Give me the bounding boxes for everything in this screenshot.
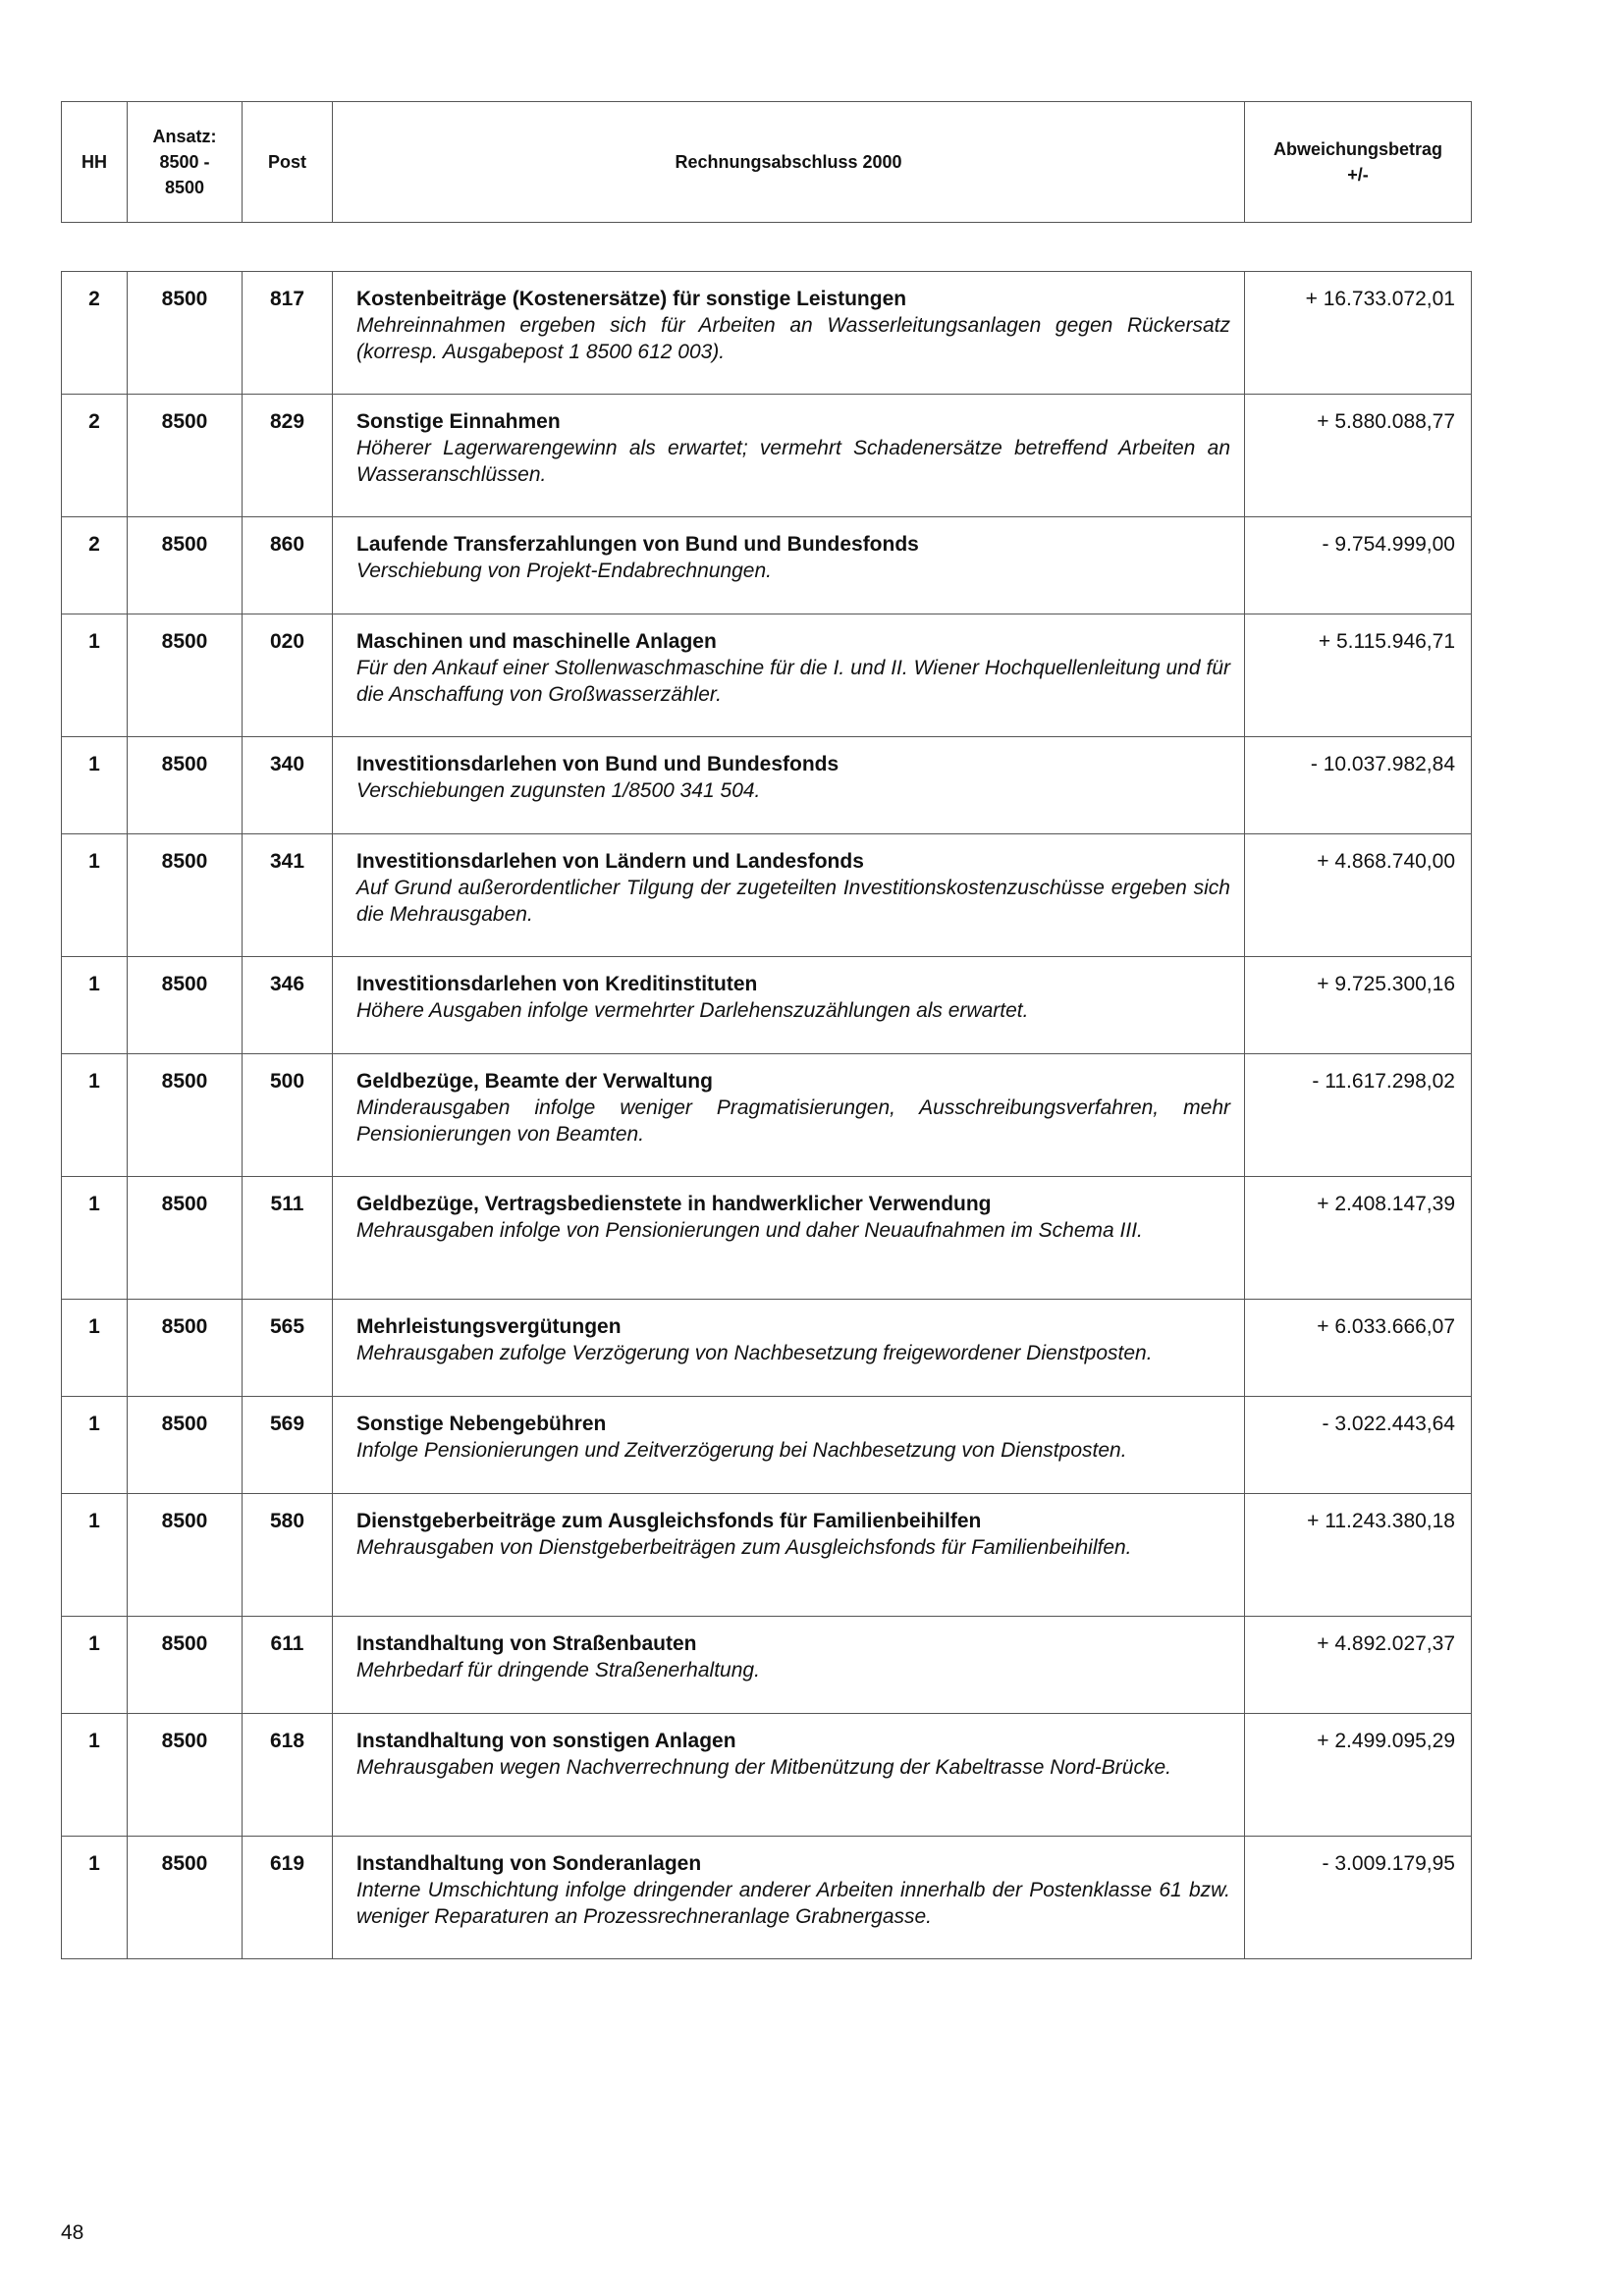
item-title: Instandhaltung von sonstigen Anlagen: [356, 1730, 736, 1752]
hh-header: HH: [62, 102, 128, 223]
item-explanation: Höherer Lagerwarengewinn als erwartet; vermehrt Schadenersätze betreffend Arbeiten an Wasseranschlüssen.: [356, 437, 1230, 486]
ansatz-cell: 8500: [128, 614, 243, 737]
description-cell: [333, 834, 1245, 957]
description-cell: [333, 1397, 1245, 1494]
ansatz-cell: 8500: [128, 1300, 243, 1397]
item-explanation: Höhere Ausgaben infolge vermehrter Darlehenszuzählungen als erwartet.: [356, 999, 1029, 1022]
amount-cell: - 11.617.298,02: [1245, 1054, 1472, 1177]
post-cell: 346: [243, 957, 333, 1054]
page-number: 48: [61, 2221, 84, 2244]
hh-cell: 1: [62, 1177, 128, 1300]
post-cell: 511: [243, 1177, 333, 1300]
table-row: [62, 1054, 1472, 1177]
post-cell: 341: [243, 834, 333, 957]
post-cell: 020: [243, 614, 333, 737]
item-explanation: Auf Grund außerordentlicher Tilgung der zugeteilten Investitionskostenzuschüsse ergeben sich die Mehrausgaben.: [356, 877, 1230, 926]
item-title: Geldbezüge, Beamte der Verwaltung: [356, 1070, 713, 1093]
description-cell: [333, 395, 1245, 517]
table-row: [62, 957, 1472, 1054]
ansatz-cell: 8500: [128, 395, 243, 517]
amount-cell: + 5.880.088,77: [1245, 395, 1472, 517]
hh-cell: 1: [62, 1837, 128, 1959]
post-cell: 860: [243, 517, 333, 614]
table-row: [62, 737, 1472, 834]
hh-cell: 1: [62, 1397, 128, 1494]
ansatz-cell: 8500: [128, 1617, 243, 1714]
post-cell: 569: [243, 1397, 333, 1494]
post-cell: 500: [243, 1054, 333, 1177]
item-explanation: Verschiebungen zugunsten 1/8500 341 504.: [356, 779, 761, 802]
item-explanation: Mehrausgaben infolge von Pensionierungen und daher Neuaufnahmen im Schema III.: [356, 1219, 1143, 1242]
item-title: Geldbezüge, Vertragsbedienstete in handwerklicher Verwendung: [356, 1193, 992, 1215]
description-cell: [333, 1714, 1245, 1837]
item-explanation: Mehrausgaben von Dienstgeberbeiträgen zum Ausgleichsfonds für Familienbeihilfen.: [356, 1536, 1132, 1559]
description-cell: [333, 1617, 1245, 1714]
amount-cell: + 4.892.027,37: [1245, 1617, 1472, 1714]
deviation-header: [1245, 102, 1472, 223]
hh-cell: 1: [62, 737, 128, 834]
hh-cell: 1: [62, 1054, 128, 1177]
deviation-header-line1: Abweichungsbetrag: [1272, 139, 1443, 159]
table-row: [62, 1177, 1472, 1300]
item-title: Mehrleistungsvergütungen: [356, 1315, 622, 1338]
ansatz-cell: 8500: [128, 1054, 243, 1177]
hh-cell: 1: [62, 1494, 128, 1617]
item-title: Investitionsdarlehen von Bund und Bundesfonds: [356, 753, 839, 775]
hh-cell: 2: [62, 395, 128, 517]
amount-cell: + 4.868.740,00: [1245, 834, 1472, 957]
ansatz-header-line3: 8500: [164, 178, 205, 197]
amount-cell: + 16.733.072,01: [1245, 272, 1472, 395]
description-cell: [333, 517, 1245, 614]
description-cell: [333, 614, 1245, 737]
item-title: Sonstige Einnahmen: [356, 410, 561, 433]
table-row: [62, 272, 1472, 395]
item-title: Instandhaltung von Straßenbauten: [356, 1632, 697, 1655]
column-header-table: [61, 101, 1472, 223]
amount-cell: + 11.243.380,18: [1245, 1494, 1472, 1617]
description-cell: [333, 1837, 1245, 1959]
table-row: [62, 1300, 1472, 1397]
table-row: [62, 1617, 1472, 1714]
ansatz-cell: 8500: [128, 834, 243, 957]
ansatz-header-line2: 8500 -: [159, 152, 210, 172]
amount-cell: - 3.009.179,95: [1245, 1837, 1472, 1959]
table-row: [62, 834, 1472, 957]
item-title: Laufende Transferzahlungen von Bund und Bundesfonds: [356, 533, 919, 556]
item-explanation: Verschiebung von Projekt-Endabrechnungen.: [356, 560, 773, 582]
item-explanation: Minderausgaben infolge weniger Pragmatisierungen, Ausschreibungsverfahren, mehr Pensionierungen von Beamten.: [356, 1096, 1230, 1146]
statement-title-header: Rechnungsabschluss 2000: [333, 102, 1245, 223]
amount-cell: + 6.033.666,07: [1245, 1300, 1472, 1397]
amount-cell: - 9.754.999,00: [1245, 517, 1472, 614]
hh-cell: 1: [62, 614, 128, 737]
post-cell: 611: [243, 1617, 333, 1714]
deviation-table-body: [62, 272, 1472, 1959]
post-cell: 817: [243, 272, 333, 395]
item-title: Instandhaltung von Sonderanlagen: [356, 1852, 702, 1875]
ansatz-header: [128, 102, 243, 223]
item-explanation: Infolge Pensionierungen und Zeitverzögerung bei Nachbesetzung von Dienstposten.: [356, 1439, 1127, 1462]
table-row: [62, 1714, 1472, 1837]
table-row: [62, 1494, 1472, 1617]
amount-cell: + 2.499.095,29: [1245, 1714, 1472, 1837]
post-cell: 618: [243, 1714, 333, 1837]
ansatz-cell: 8500: [128, 957, 243, 1054]
hh-cell: 1: [62, 957, 128, 1054]
item-title: Sonstige Nebengebühren: [356, 1413, 607, 1435]
amount-cell: + 2.408.147,39: [1245, 1177, 1472, 1300]
hh-cell: 2: [62, 272, 128, 395]
deviation-header-line2: +/-: [1347, 165, 1369, 185]
item-title: Investitionsdarlehen von Kreditinstituten: [356, 973, 758, 995]
post-cell: 565: [243, 1300, 333, 1397]
amount-cell: - 10.037.982,84: [1245, 737, 1472, 834]
item-explanation: Für den Ankauf einer Stollenwaschmaschine für die I. und II. Wiener Hochquellenleitung und für die Anschaffung von Großwasserzähler.: [356, 657, 1230, 706]
hh-cell: 1: [62, 1617, 128, 1714]
deviation-table: [61, 271, 1472, 1959]
post-cell: 580: [243, 1494, 333, 1617]
amount-cell: + 9.725.300,16: [1245, 957, 1472, 1054]
description-cell: [333, 957, 1245, 1054]
hh-cell: 1: [62, 1300, 128, 1397]
item-explanation: Interne Umschichtung infolge dringender anderer Arbeiten innerhalb der Postenklasse 61 bzw. weniger Reparaturen an Prozessrechneranlage Grabnergasse.: [356, 1879, 1230, 1928]
post-header: Post: [243, 102, 333, 223]
item-title: Kostenbeiträge (Kostenersätze) für sonstige Leistungen: [356, 288, 907, 310]
ansatz-cell: 8500: [128, 1837, 243, 1959]
post-cell: 829: [243, 395, 333, 517]
table-row: [62, 1837, 1472, 1959]
item-title: Investitionsdarlehen von Ländern und Landesfonds: [356, 850, 864, 873]
item-explanation: Mehrausgaben zufolge Verzögerung von Nachbesetzung freigewordener Dienstposten.: [356, 1342, 1153, 1364]
item-explanation: Mehreinnahmen ergeben sich für Arbeiten an Wasserleitungsanlagen gegen Rückersatz (korresp. Ausgabepost 1 8500 612 003).: [356, 314, 1230, 363]
table-row: [62, 395, 1472, 517]
amount-cell: - 3.022.443,64: [1245, 1397, 1472, 1494]
description-cell: [333, 1054, 1245, 1177]
description-cell: [333, 737, 1245, 834]
header-row: [62, 102, 1472, 223]
ansatz-cell: 8500: [128, 1714, 243, 1837]
item-title: Maschinen und maschinelle Anlagen: [356, 630, 717, 653]
ansatz-cell: 8500: [128, 1397, 243, 1494]
ansatz-cell: 8500: [128, 1494, 243, 1617]
description-cell: [333, 1300, 1245, 1397]
description-cell: [333, 272, 1245, 395]
item-title: Dienstgeberbeiträge zum Ausgleichsfonds für Familienbeihilfen: [356, 1510, 982, 1532]
hh-cell: 1: [62, 1714, 128, 1837]
hh-cell: 1: [62, 834, 128, 957]
post-cell: 340: [243, 737, 333, 834]
ansatz-header-line1: Ansatz:: [152, 127, 217, 146]
post-cell: 619: [243, 1837, 333, 1959]
table-row: [62, 517, 1472, 614]
hh-cell: 2: [62, 517, 128, 614]
item-explanation: Mehrausgaben wegen Nachverrechnung der Mitbenützung der Kabeltrasse Nord-Brücke.: [356, 1756, 1171, 1779]
ansatz-cell: 8500: [128, 1177, 243, 1300]
ansatz-cell: 8500: [128, 272, 243, 395]
table-row: [62, 614, 1472, 737]
description-cell: [333, 1177, 1245, 1300]
ansatz-cell: 8500: [128, 517, 243, 614]
item-explanation: Mehrbedarf für dringende Straßenerhaltung.: [356, 1659, 760, 1682]
amount-cell: + 5.115.946,71: [1245, 614, 1472, 737]
ansatz-cell: 8500: [128, 737, 243, 834]
table-row: [62, 1397, 1472, 1494]
description-cell: [333, 1494, 1245, 1617]
